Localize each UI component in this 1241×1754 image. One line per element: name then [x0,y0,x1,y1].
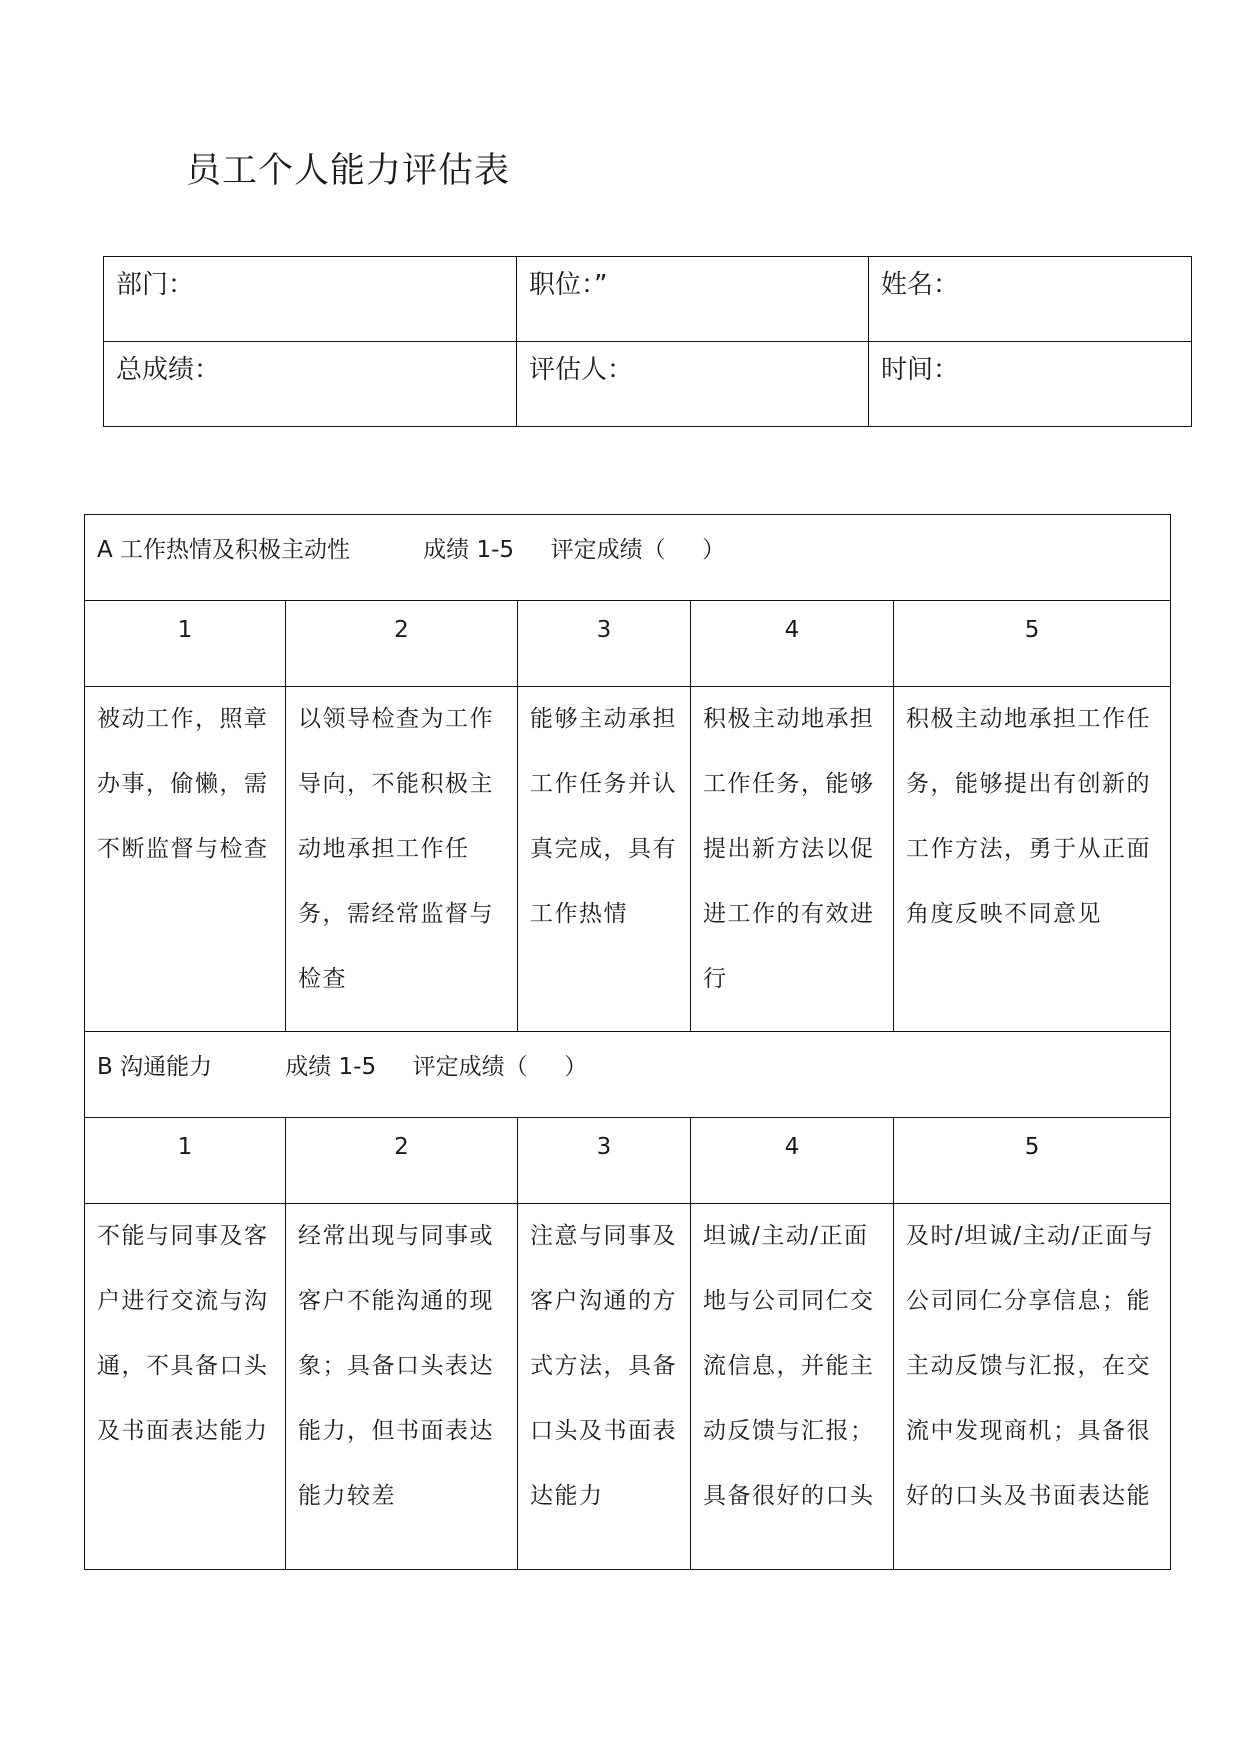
level-5-description: 及时/坦诚/主动/正面与公司同仁分享信息；能主动反馈与汇报，在交流中发现商机；具备很好的口头及书面表达能 [894,1204,1171,1570]
total-score-field: 总成绩： [104,342,517,427]
level-2: 2 [286,601,518,687]
level-2-description: 经常出现与同事或客户不能沟通的现象；具备口头表达能力，但书面表达能力较差 [286,1204,518,1570]
level-5: 5 [894,601,1171,687]
level-2: 2 [286,1118,518,1204]
level-1-description: 不能与同事及客户进行交流与沟通，不具备口头及书面表达能力 [85,1204,286,1570]
level-4-description: 积极主动地承担工作任务，能够提出新方法以促进工作的有效进行 [691,687,894,1032]
page-title: 员工个人能力评估表 [186,151,511,191]
employee-info-table [103,256,1192,427]
level-1-description: 被动工作，照章办事，偷懒，需不断监督与检查 [85,687,286,1032]
section-b-table [84,1031,1171,1570]
level-4: 4 [691,601,894,687]
level-3-description: 能够主动承担工作任务并认真完成，具有工作热情 [518,687,691,1032]
info-row [104,257,1192,342]
section-b-header: B 沟通能力 成绩 1-5 评定成绩（ ） [85,1032,1171,1118]
evaluator-field: 评估人： [517,342,869,427]
level-row [85,601,1171,687]
section-a-header: A 工作热情及积极主动性 成绩 1-5 评定成绩（ ） [85,515,1171,601]
level-3: 3 [518,1118,691,1204]
date-field: 时间： [869,342,1192,427]
info-row [104,342,1192,427]
level-3: 3 [518,601,691,687]
level-3-description: 注意与同事及客户沟通的方式方法，具备口头及书面表达能力 [518,1204,691,1570]
level-row [85,1118,1171,1204]
level-5-description: 积极主动地承担工作任务，能够提出有创新的工作方法，勇于从正面角度反映不同意见 [894,687,1171,1032]
description-row [85,1204,1171,1570]
level-4-description: 坦诚/主动/正面地与公司同仁交流信息，并能主动反馈与汇报；具备很好的口头 [691,1204,894,1570]
level-2-description: 以领导检查为工作导向，不能积极主动地承担工作任务，需经常监督与检查 [286,687,518,1032]
name-field: 姓名： [869,257,1192,342]
level-4: 4 [691,1118,894,1204]
department-field: 部门： [104,257,517,342]
description-row [85,687,1171,1032]
level-1: 1 [85,601,286,687]
level-1: 1 [85,1118,286,1204]
level-5: 5 [894,1118,1171,1204]
section-a-table [84,514,1171,1032]
position-field: 职位：” [517,257,869,342]
